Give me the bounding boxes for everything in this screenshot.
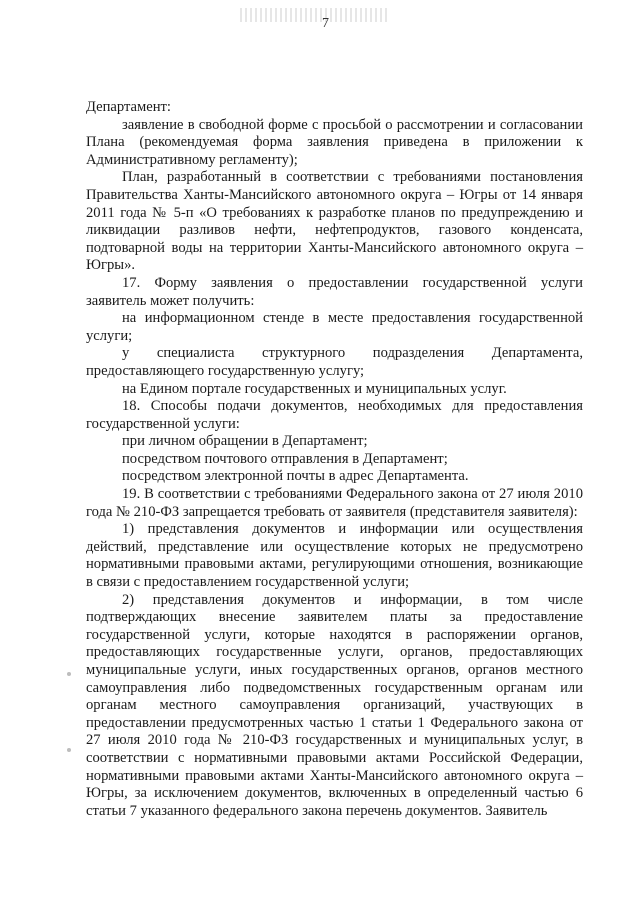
list-item-email: посредством электронной почты в адрес Департамента. (122, 468, 469, 485)
page-number: 7 (322, 16, 329, 31)
scan-artifact (240, 8, 390, 22)
list-item-2: 2) представления документов и информации, в том числе подтверждающих внесение заявителем платы за предоставление государственной услуги, которые находятся в распоряжении органов, предоставляющих государственные услуги, органов, предоставляющих муниципальные услуги, иных государственных органов, органов местного самоуправления либо подведомственных государственным органам или органам местного самоуправления организаций, участвующих в предоставлении предусмотренных частью 1 статьи 1 Федерального закона от 27 июля 2010 года № 210-ФЗ государственных и муниципальных услуг, в соответствии с нормативными правовыми актами Российской Федерации, нормативными правовыми актами Ханты-Мансийского автономного округа – Югры, за исключением документов, включенных в определенный частью 6 статьи 7 указанного федерального закона перечень документов. Заявитель (86, 591, 583, 819)
paragraph-plan: План, разработанный в соответствии с требованиями постановления Правительства Ханты-Мансийского автономного округа – Югры от 14 января 2011 года № 5-п «О требованиях к разработке планов по предупреждению и ликвидации разливов нефти, нефтепродуктов, газового конденсата, подтоварной воды на территории Ханты-Мансийского автономного округа – Югры». (86, 169, 583, 274)
scan-dot (67, 672, 71, 676)
list-item-portal: на Едином портале государственных и муниципальных услуг. (122, 380, 507, 397)
scan-dot (67, 748, 71, 752)
paragraph-application: заявление в свободной форме с просьбой о рассмотрении и согласовании Плана (рекомендуемая форма заявления приведена в приложении к Административному регламенту); (86, 116, 583, 168)
list-item-specialist: у специалиста структурного подразделения Департамента, предоставляющего государственную услугу; (86, 345, 583, 379)
list-item-postal: посредством почтового отправления в Департамент; (122, 450, 448, 467)
list-item-1: 1) представления документов и информации или осуществления действий, представление или осуществление которых не предусмотрено нормативными правовыми актами, регулирующими отношения, возникающие в связи с предоставлением государственной услуги; (86, 521, 583, 591)
document-body (86, 99, 583, 820)
list-item-personal: при личном обращении в Департамент; (122, 433, 368, 450)
list-item-info-stand: на информационном стенде в месте предоставления государственной услуги; (86, 310, 583, 344)
paragraph-department: Департамент: (86, 99, 171, 115)
paragraph-19: 19. В соответствии с требованиями Федерального закона от 27 июля 2010 года № 210-ФЗ запрещается требовать от заявителя (представителя заявителя): (86, 486, 583, 520)
paragraph-18: 18. Способы подачи документов, необходимых для предоставления государственной услуги: (86, 398, 583, 432)
paragraph-17: 17. Форму заявления о предоставлении государственной услуги заявитель может получить: (86, 274, 583, 309)
